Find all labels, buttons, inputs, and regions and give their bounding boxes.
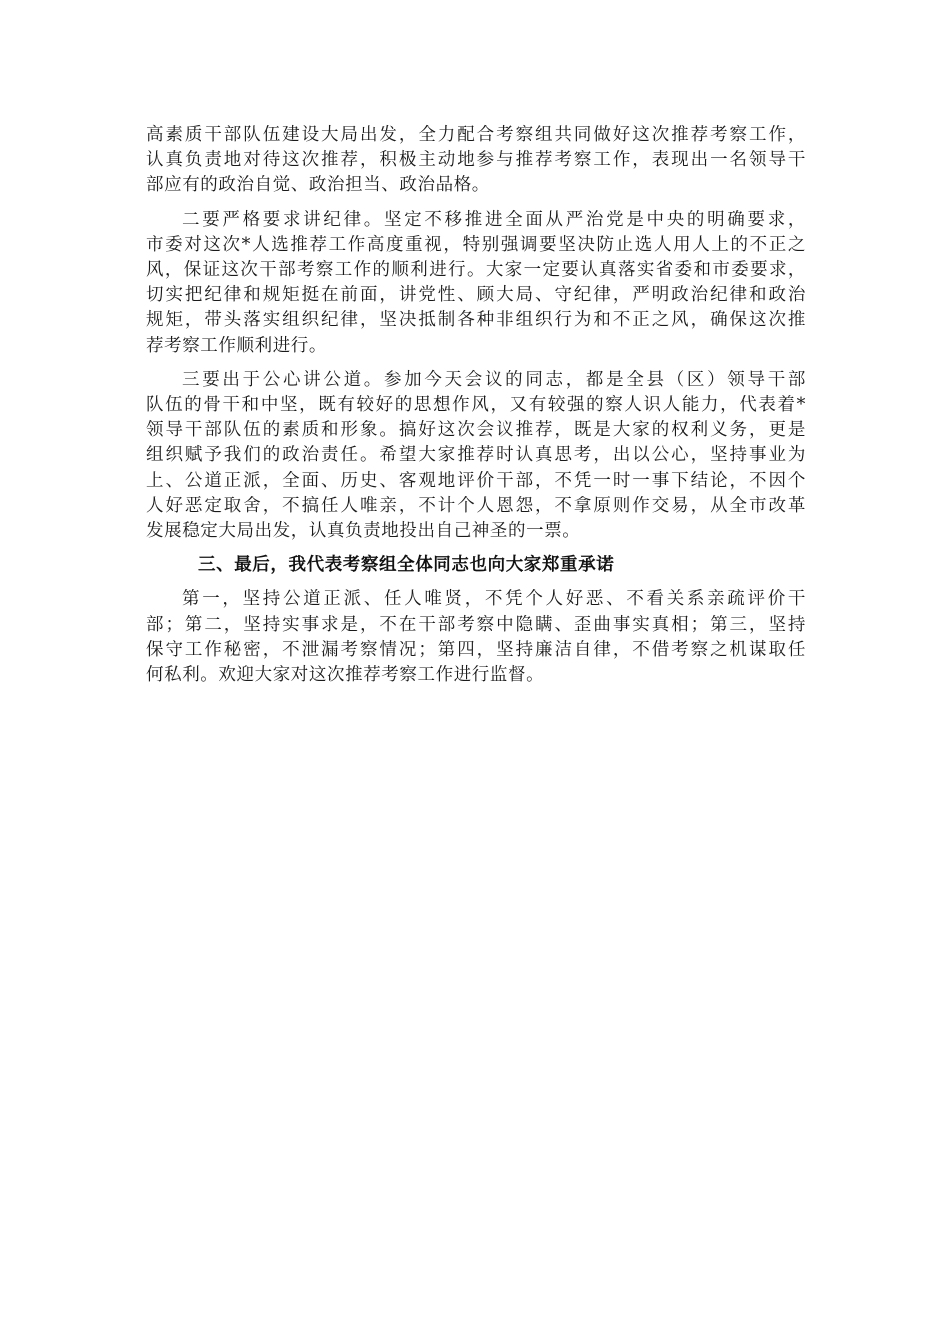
text-line: 第一，坚持公道正派、任人唯贤，不凭个人好恶、不看关系亲疏评价干 [182,589,806,610]
text-line: 切实把纪律和规矩挺在前面，讲党性、顾大局、守纪律，严明政治纪律和政治 [146,285,806,306]
text-line: 高素质干部队伍建设大局出发，全力配合考察组共同做好这次推荐考察工作， [146,125,806,145]
paragraph-continuation [146,123,806,199]
paragraph-commitments [146,587,806,688]
text-line: 部；第二，坚持实事求是，不在干部考察中隐瞒、歪曲事实真相；第三，坚持 [146,614,806,635]
text-line: 规矩，带头落实组织纪律，坚决抵制各种非组织行为和不正之风，确保这次推 [146,310,806,331]
text-line: 上、公道正派，全面、历史、客观地评价干部，不凭一时一事下结论，不因个 [146,470,806,491]
text-line: 发展稳定大局出发，认真负责地投出自己神圣的一票。 [146,521,581,542]
text-line: 风，保证这次干部考察工作的顺利进行。大家一定要认真落实省委和市委要求， [146,260,806,281]
paragraph-fairness [146,368,806,544]
text-line: 何私利。欢迎大家对这次推荐考察工作进行监督。 [146,665,545,686]
text-line: 市委对这次*人选推荐工作高度重视，特别强调要坚决防止选人用人上的不正之 [146,234,806,255]
section-heading: 三、最后，我代表考察组全体同志也向大家郑重承诺 [198,555,615,576]
text-line: 认真负责地对待这次推荐，积极主动地参与推荐考察工作，表现出一名领导干 [146,150,806,171]
text-line: 人好恶定取舍，不搞任人唯亲，不计个人恩怨，不拿原则作交易，从全市改革 [146,495,806,516]
text-line: 队伍的骨干和中坚，既有较好的思想作风，又有较强的察人识人能力，代表着* [146,395,806,416]
text-line: 保守工作秘密，不泄漏考察情况；第四，坚持廉洁自律，不借考察之机谋取任 [146,639,806,660]
text-line: 二要严格要求讲纪律。坚定不移推进全面从严治党是中央的明确要求， [182,209,806,230]
text-line: 部应有的政治自觉、政治担当、政治品格。 [146,175,490,196]
text-line: 荐考察工作顺利进行。 [146,335,327,356]
document-body [146,123,806,697]
paragraph-discipline [146,208,806,359]
text-line: 组织赋予我们的政治责任。希望大家推荐时认真思考，出以公心，坚持事业为 [146,445,806,466]
text-line: 领导干部队伍的素质和形象。搞好这次会议推荐，既是大家的权利义务，更是 [146,420,806,441]
text-line: 三要出于公心讲公道。参加今天会议的同志，都是全县（区）领导干部 [182,369,806,390]
